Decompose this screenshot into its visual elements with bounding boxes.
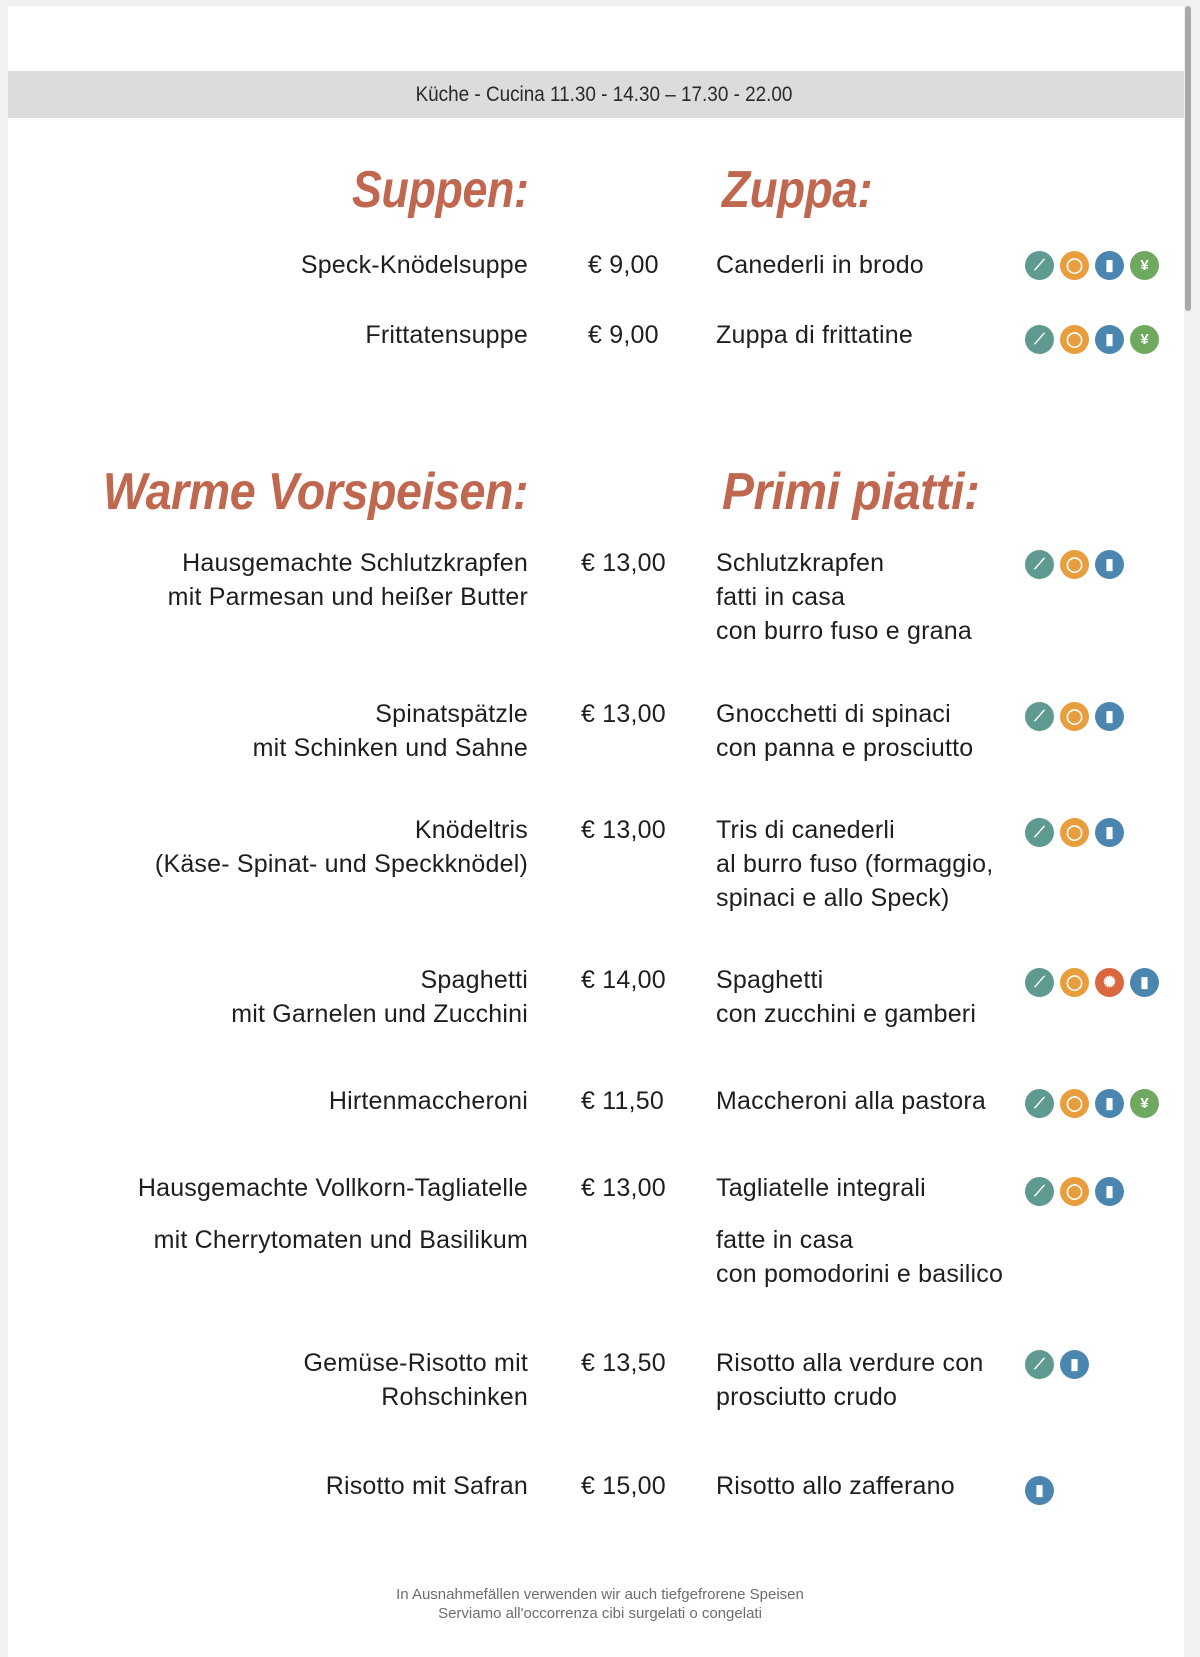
- footer-note-de: In Ausnahmefällen verwenden wir auch tiefgefrorene Speisen: [396, 1586, 804, 1603]
- dish-price: € 13,00: [581, 816, 666, 844]
- scrollbar[interactable]: [1185, 6, 1191, 311]
- grain-icon: ⟋: [1025, 818, 1054, 847]
- egg-icon: ◯: [1060, 1177, 1089, 1206]
- egg-icon: ◯: [1060, 1089, 1089, 1118]
- milk-icon: ▮: [1060, 1350, 1089, 1379]
- milk-icon: ▮: [1130, 968, 1159, 997]
- grain-icon: ⟋: [1025, 1350, 1054, 1379]
- egg-icon: ◯: [1060, 968, 1089, 997]
- dish-price: € 11,50: [581, 1087, 664, 1115]
- heading-warme-vorspeisen: Warme Vorspeisen:: [102, 463, 528, 521]
- dish-name-it: Tris di canederli al burro fuso (formaggio, spinaci e allo Speck): [716, 816, 994, 912]
- dish-name-de: Spinatspätzle mit Schinken und Sahne: [252, 700, 528, 762]
- dish-name-de: Risotto mit Safran: [325, 1472, 528, 1500]
- kitchen-hours: Küche - Cucina 11.30 - 14.30 – 17.30 - 22.00: [415, 83, 793, 106]
- egg-icon: ◯: [1060, 818, 1089, 847]
- milk-icon: ▮: [1095, 1089, 1124, 1118]
- dish-name-it: Gnocchetti di spinaci con panna e prosciutto: [716, 700, 974, 762]
- dish-name-it: Maccheroni alla pastora: [716, 1087, 987, 1115]
- dish-price: € 14,00: [581, 966, 666, 994]
- milk-icon: ▮: [1095, 818, 1124, 847]
- dish-name-it: Tagliatelle integrali: [716, 1174, 926, 1202]
- celery-icon: ¥: [1130, 251, 1159, 280]
- dish-name-de: Hausgemachte Vollkorn-Tagliatelle: [137, 1174, 528, 1202]
- dish-name-it: Spaghetti con zucchini e gamberi: [716, 966, 977, 1028]
- dish-description-it: fatte in casa con pomodorini e basilico: [716, 1226, 1004, 1288]
- celery-icon: ¥: [1130, 1089, 1159, 1118]
- footer-note-it: Serviamo all'occorrenza cibi surgelati o congelati: [438, 1605, 762, 1622]
- dish-price: € 13,00: [581, 700, 666, 728]
- egg-icon: ◯: [1060, 251, 1089, 280]
- dish-name-it: Schlutzkrapfen fatti in casa con burro fuso e grana: [716, 549, 972, 645]
- dish-name-de: Gemüse-Risotto mit Rohschinken: [303, 1349, 528, 1411]
- dish-name-de: Speck-Knödelsuppe: [300, 251, 528, 279]
- milk-icon: ▮: [1095, 702, 1124, 731]
- grain-icon: ⟋: [1025, 1177, 1054, 1206]
- grain-icon: ⟋: [1025, 702, 1054, 731]
- dish-price: € 13,50: [581, 1349, 666, 1377]
- milk-icon: ▮: [1095, 251, 1124, 280]
- egg-icon: ◯: [1060, 702, 1089, 731]
- dish-price: € 13,00: [581, 549, 666, 577]
- dish-name-de: Spaghetti mit Garnelen und Zucchini: [231, 966, 528, 1028]
- celery-icon: ¥: [1130, 325, 1159, 354]
- kitchen-hours-bar: [8, 71, 1184, 118]
- grain-icon: ⟋: [1025, 251, 1054, 280]
- grain-icon: ⟋: [1025, 325, 1054, 354]
- dish-name-de: Hirtenmaccheroni: [328, 1087, 528, 1115]
- heading-zuppa: Zuppa:: [722, 161, 873, 219]
- dish-name-de: Knödeltris (Käse- Spinat- und Speckknödel): [154, 816, 528, 878]
- egg-icon: ◯: [1060, 550, 1089, 579]
- dish-price: € 9,00: [588, 321, 659, 349]
- heading-primi-piatti: Primi piatti:: [722, 463, 980, 521]
- dish-name-it: Risotto allo zafferano: [716, 1472, 955, 1500]
- dish-name-de: Hausgemachte Schlutzkrapfen mit Parmesan und heißer Butter: [167, 549, 528, 611]
- dish-price: € 9,00: [588, 251, 659, 279]
- milk-icon: ▮: [1095, 550, 1124, 579]
- grain-icon: ⟋: [1025, 550, 1054, 579]
- egg-icon: ◯: [1060, 325, 1089, 354]
- dish-price: € 15,00: [581, 1472, 666, 1500]
- dish-name-it: Canederli in brodo: [716, 251, 924, 279]
- milk-icon: ▮: [1095, 325, 1124, 354]
- milk-icon: ▮: [1025, 1476, 1054, 1505]
- grain-icon: ⟋: [1025, 968, 1054, 997]
- heading-suppen: Suppen:: [351, 161, 528, 219]
- dish-description-de: mit Cherrytomaten und Basilikum: [153, 1226, 528, 1254]
- milk-icon: ▮: [1095, 1177, 1124, 1206]
- dish-name-it: Risotto alla verdure con prosciutto crudo: [716, 1349, 984, 1411]
- dish-price: € 13,00: [581, 1174, 666, 1202]
- grain-icon: ⟋: [1025, 1089, 1054, 1118]
- dish-name-it: Zuppa di frittatine: [716, 321, 913, 349]
- dish-name-de: Frittatensuppe: [365, 321, 528, 349]
- crustacean-icon: ✺: [1095, 968, 1124, 997]
